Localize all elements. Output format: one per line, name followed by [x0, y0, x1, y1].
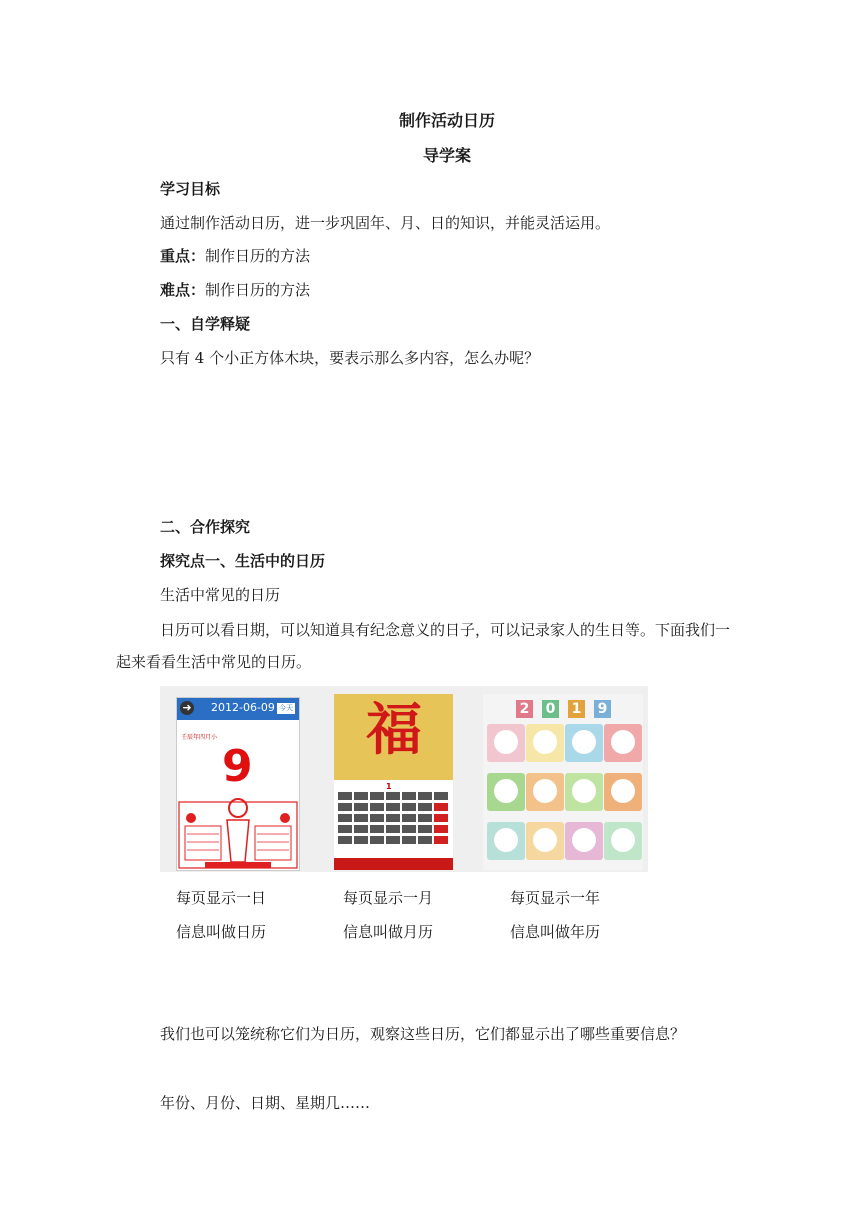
key-point-label: 重点：: [160, 247, 206, 265]
month-tile: [604, 822, 642, 860]
month-tile: [565, 724, 603, 762]
monthly-calendar-image: [334, 694, 453, 870]
month-tile: [565, 773, 603, 811]
objectives-heading: 学习目标: [160, 180, 221, 198]
section2-subheading: 探究点一、生活中的日历: [160, 552, 326, 570]
daily-label-line2: 信息叫做日历: [176, 923, 267, 941]
year-digit: 0: [542, 700, 559, 718]
arrow-right-icon: ➜: [180, 701, 194, 715]
section2-heading: 二、合作探究: [160, 518, 251, 536]
daily-calendar-image: [176, 697, 300, 871]
year-digit: 9: [594, 700, 611, 718]
page-subtitle: 导学案: [422, 146, 471, 165]
page-title: 制作活动日历: [398, 111, 495, 130]
objectives-text: 通过制作活动日历，进一步巩固年、月、日的知识，并能灵活运用。: [160, 214, 611, 232]
yearly-calendar-image: [483, 694, 643, 870]
monthly-calendar-month: 1: [386, 782, 392, 791]
section1-heading: 一、自学释疑: [160, 315, 251, 333]
difficulty-point-label: 难点：: [160, 281, 206, 299]
closing-answer: 年份、月份、日期、星期几……: [160, 1094, 371, 1112]
difficulty-point: [160, 280, 310, 300]
year-digit: 2: [516, 700, 533, 718]
daily-calendar-date: 2012-06-09: [211, 701, 275, 714]
yearly-label-line2: 信息叫做年历: [510, 923, 601, 941]
month-tile: [487, 773, 525, 811]
daily-calendar-day: 9: [222, 741, 253, 792]
month-grid-icon: [338, 792, 450, 854]
daily-calendar-lunar: 壬辰年四月小: [181, 734, 218, 741]
year-digit: 1: [568, 700, 585, 718]
section1-question: 只有 4 个小正方体木块，要表示那么多内容，怎么办呢？: [160, 349, 540, 367]
section2-paragraph-line2: 起来看看生活中常见的日历。: [116, 653, 312, 671]
key-point: [160, 246, 310, 266]
month-tile: [526, 822, 564, 860]
yearly-label-line1: 每页显示一年: [510, 889, 601, 907]
month-tile: [487, 822, 525, 860]
papercut-decoration-icon: [177, 798, 299, 870]
key-point-text: 制作日历的方法: [205, 247, 311, 265]
month-tile: [487, 724, 525, 762]
closing-question: 我们也可以笼统称它们为日历，观察这些日历，它们都显示出了哪些重要信息？: [160, 1025, 686, 1043]
daily-label-line1: 每页显示一日: [176, 889, 267, 907]
fu-character: 福: [366, 697, 422, 763]
month-tile: [526, 724, 564, 762]
difficulty-point-text: 制作日历的方法: [205, 281, 311, 299]
monthly-calendar-footer: [334, 858, 453, 870]
monthly-label-line1: 每页显示一月: [343, 889, 434, 907]
month-tile: [604, 773, 642, 811]
monthly-label-line2: 信息叫做月历: [343, 923, 434, 941]
section2-paragraph-line1: 日历可以看日期，可以知道具有纪念意义的日子，可以记录家人的生日等。下面我们一: [160, 621, 731, 639]
section2-caption: 生活中常见的日历: [160, 586, 281, 604]
month-tile: [604, 724, 642, 762]
month-tile: [526, 773, 564, 811]
month-tile: [565, 822, 603, 860]
daily-calendar-today: 今天: [279, 704, 293, 712]
